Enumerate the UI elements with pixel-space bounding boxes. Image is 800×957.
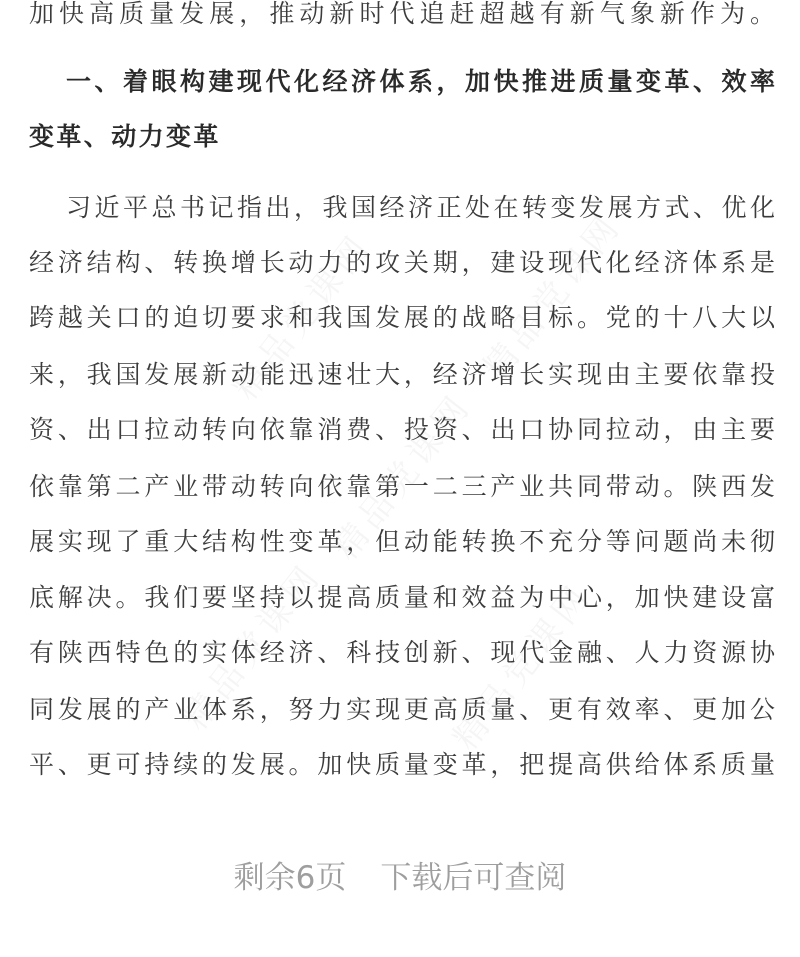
- watermark: 精品党课网: [175, 555, 331, 738]
- remaining-pages-label: 剩余6页: [233, 860, 347, 896]
- paragraph-line: 同发展的产业体系，努力实现更高质量、更有效率、更加公: [29, 695, 775, 724]
- paragraph-line: 资、出口拉动转向依靠消费、投资、出口协同拉动，由主要: [29, 415, 775, 444]
- paragraph-line: 经济结构、转换增长动力的攻关期，建设现代化经济体系是: [29, 248, 775, 277]
- paragraph-line: 展实现了重大结构性变革，但动能转换不充分等问题尚未彻: [29, 527, 775, 556]
- download-prompt-label: 下载后可查阅: [380, 860, 567, 896]
- section-heading: 变革、动力变革: [29, 122, 221, 151]
- section-heading: 一、着眼构建现代化经济体系，加快推进质量变革、效率: [66, 67, 775, 96]
- paragraph-line: 跨越关口的迫切要求和我国发展的战略目标。党的十八大以: [29, 303, 775, 332]
- paragraph-line: 习近平总书记指出，我国经济正处在转变发展方式、优化: [66, 193, 775, 222]
- paragraph-line: 平、更可持续的发展。加快质量变革，把提高供给体系质量: [29, 750, 775, 779]
- watermark: 精品党课网: [445, 575, 601, 758]
- paragraph-line: 依靠第二产业带动转向依靠第一二三产业共同带动。陕西发: [29, 472, 775, 501]
- watermark: 精品党课网: [475, 205, 631, 388]
- paragraph-line: 底解决。我们要坚持以提高质量和效益为中心，加快建设富: [29, 583, 775, 612]
- paragraph-line: 加快高质量发展，推动新时代追赶超越有新气象新作为。: [29, 0, 775, 28]
- paragraph-line: 来，我国发展新动能迅速壮大，经济增长实现由主要依靠投: [29, 360, 775, 389]
- watermark: 精品党课网: [225, 225, 381, 408]
- watermark: 精品党课网: [325, 385, 481, 568]
- paragraph-line: 有陕西特色的实体经济、科技创新、现代金融、人力资源协: [29, 638, 775, 667]
- download-to-read-more-link[interactable]: [0, 848, 800, 908]
